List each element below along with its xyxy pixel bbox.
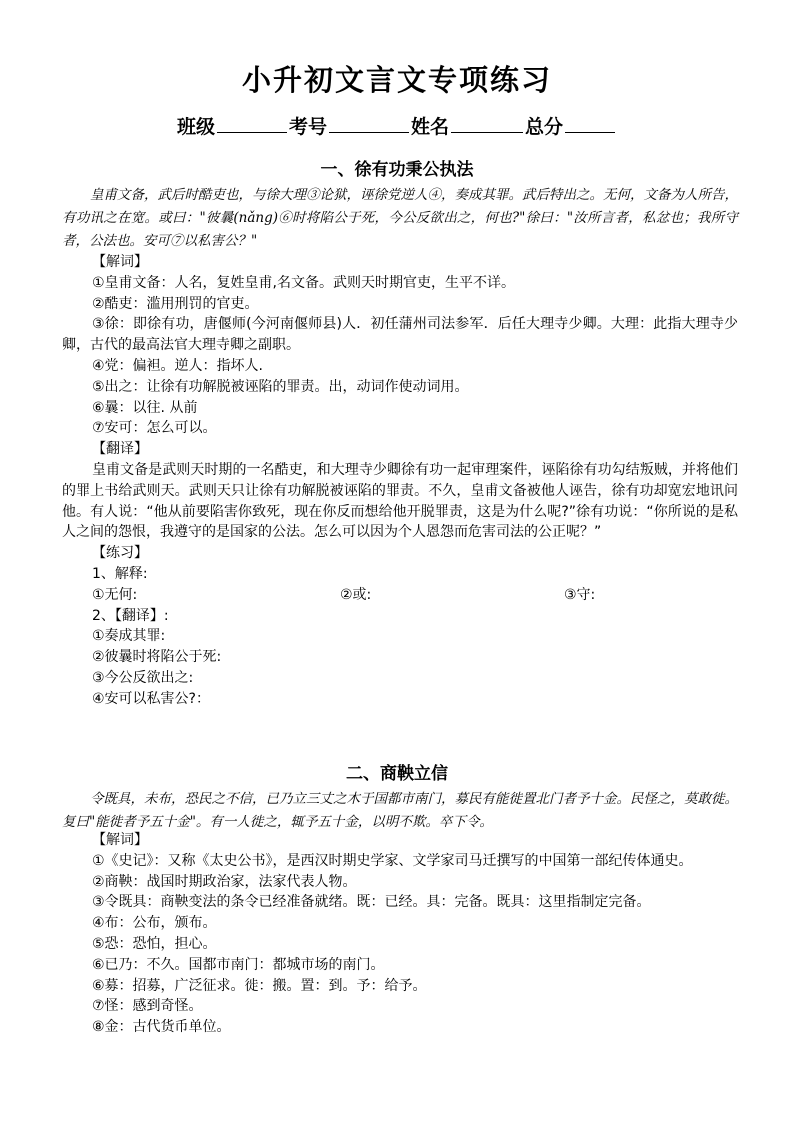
section2-body [62, 830, 738, 1038]
exam-no-label: 考号 [288, 116, 327, 138]
section1-heading: 一、徐有功秉公执法 [320, 160, 474, 180]
score-blank[interactable] [565, 114, 615, 133]
note-item: ⑦怪：感到奇怪。 [92, 998, 203, 1015]
section2-original-text: 令既具，未布，恐民之不信，已乃立三丈之木于国都市南门，募民有能徙置北门者予十金。民怪之，莫敢徙。复曰"能徙者予五十金"。有一人徙之，辄予五十金，以明不欺。卒下令。 [62, 791, 738, 830]
section1-original-text: 皇甫文备，武后时酷吏也，与徐大理③论狱，诬徐党逆人④，奏成其罪。武后特出之。无何，文备为人所告，有功讯之在宽。或曰："彼曩(nǎng)⑥时将陷公于死，今公反欲出之，何也?"徐曰："汝所言者，私忿也；我所守者，公法也。安可⑦以私害公？" [62, 187, 738, 249]
q1-item-wuhe[interactable]: ①无何: [92, 586, 138, 603]
question1-label: 1、解释: [92, 565, 148, 582]
note-item: ⑤恐：恐怕，担心。 [92, 935, 217, 952]
question2-label: 2、【翻译】: [92, 607, 169, 624]
note-item: ⑧金：古代货币单位。 [92, 1019, 231, 1036]
name-blank[interactable] [451, 114, 523, 133]
page-title: 小升初文言文专项练习 [241, 63, 552, 97]
section1-body [62, 252, 738, 710]
class-blank[interactable] [217, 114, 287, 133]
class-label: 班级 [176, 116, 215, 138]
question1-items [62, 585, 738, 606]
section1-translation-label: 【翻译】 [92, 441, 148, 458]
note-item: ⑦安可：怎么可以。 [92, 420, 217, 437]
note-item: ④党：偏袒。逆人：指坏人. [92, 357, 264, 374]
q2-item[interactable]: ③今公反欲出之: [92, 669, 194, 686]
q1-item-shou[interactable]: ③守: [564, 586, 596, 603]
section1-translation: 皇甫文备是武则天时期的一名酷吏，和大理寺少卿徐有功一起审理案件，诬陷徐有功勾结叛贼，并将他们的罪上书给武则天。武则天只让徐有功解脱被诬陷的罪责。不久，皇甫文备被他人诬告，徐有功却宽宏地讯问他。有人说：“他从前要陷害你致死，现在你反而想给他开脱罪责，这是为什么呢?”徐有功说：“你所说的是私人之间的怨恨，我遵守的是国家的公法。怎么可以因为个人恩怨而危害司法的公正呢？” [62, 461, 738, 541]
q2-item[interactable]: ④安可以私害公?： [92, 690, 210, 707]
score-label: 总分 [525, 116, 564, 138]
name-label: 姓名 [411, 116, 450, 138]
note-item: ⑥募：招募，广泛征求。徙：搬。置：到。予：给予。 [92, 977, 427, 994]
note-item: ①《史记》：又称《太史公书》，是西汉时期史学家、文学家司马迁撰写的中国第一部纪传体通史。 [92, 852, 693, 869]
note-item: ⑥已乃：不久。国都市南门：都城市场的南门。 [92, 956, 385, 973]
note-item: ①皇甫文备：人名，复姓皇甫,名文备。武则天时期官吏，生平不详。 [92, 274, 515, 291]
q1-item-huo[interactable]: ②或: [340, 586, 372, 603]
note-item: ②酷吏：滥用刑罚的官吏。 [92, 295, 259, 312]
q2-item[interactable]: ②彼曩时将陷公于死: [92, 649, 222, 666]
note-item: ②商鞅：战国时期政治家，法家代表人物。 [92, 873, 357, 890]
section2-heading: 二、商鞅立信 [346, 764, 448, 784]
exam-no-blank[interactable] [329, 114, 409, 133]
note-item: ③令既具：商鞅变法的条令已经准备就绪。既：已经。具：完备。既具：这里指制定完备。 [92, 894, 651, 911]
note-item: ⑥曩：以往. 从前 [92, 399, 198, 416]
q2-item[interactable]: ①奏成其罪: [92, 628, 166, 645]
note-item: ③徐：即徐有功，唐偃师(今河南偃师县)人．初任蒲州司法参军．后任大理寺少卿。大理：此指大理寺少卿，古代的最高法官大理寺卿之副职。 [62, 316, 738, 354]
student-info-line [0, 112, 794, 139]
note-item: ⑤出之：让徐有功解脱被诬陷的罪责。出，动词作使动词用。 [92, 378, 469, 395]
section2-notes-label: 【解词】 [92, 832, 148, 848]
note-item: ④布：公布，颁布。 [92, 915, 217, 932]
section1-notes-label: 【解词】 [92, 254, 148, 270]
section1-exercise-label: 【练习】 [92, 545, 148, 562]
